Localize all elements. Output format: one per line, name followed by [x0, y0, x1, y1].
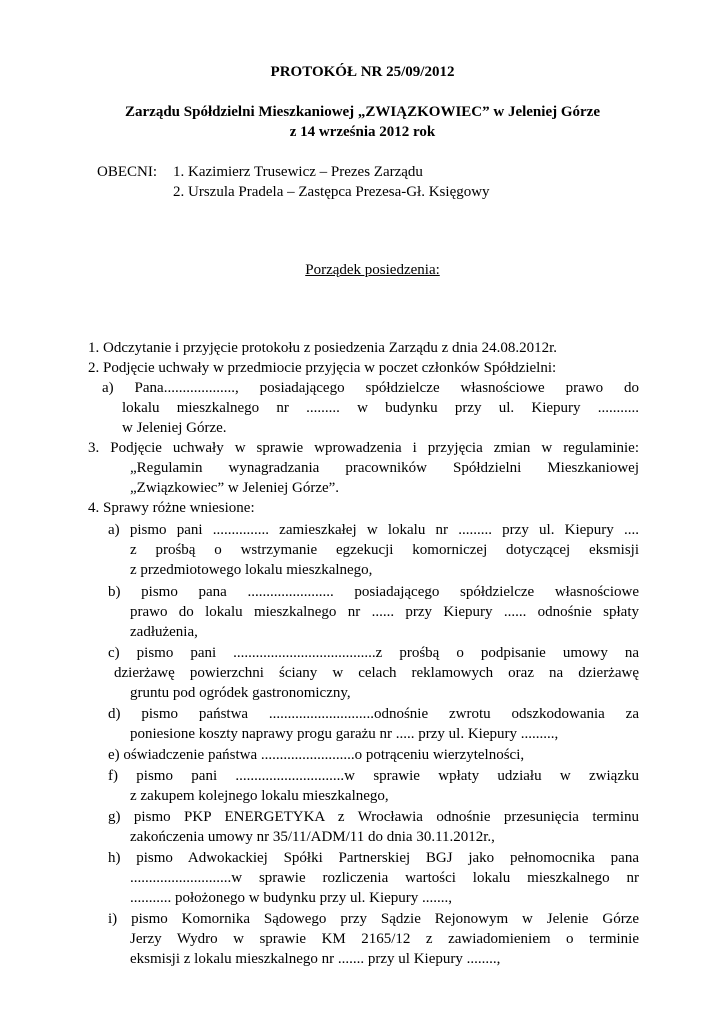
agenda-line: eksmisji z lokalu mieszkalnego nr ....... przy ul Kiepury ........, — [130, 951, 501, 967]
agenda-line: 2. Podjęcie uchwały w przedmiocie przyjęcia w poczet członków Spółdzielni: — [88, 360, 557, 376]
agenda-line: poniesione koszty naprawy progu garażu nr ..... przy ul. Kiepury ........., — [130, 726, 559, 742]
agenda-line: e) oświadczenie państwa .........................o potrąceniu wierzytelności, — [108, 747, 525, 763]
agenda-line: zakończenia umowy nr 35/11/ADM/11 do dnia 30.11.2012r., — [130, 829, 495, 845]
agenda-line: c) pismo pani ......................................z prośbą o podpisanie umowy na — [108, 645, 639, 661]
board-name-line: Zarządu Spółdzielni Mieszkaniowej „ZWIĄZKOWIEC” w Jeleniej Górze — [125, 104, 600, 120]
agenda-line: 3. Podjęcie uchwały w sprawie wprowadzenia i przyjęcia zmian w regulaminie: — [88, 440, 639, 456]
agenda-line: w Jeleniej Górze. — [122, 420, 227, 436]
agenda-line: b) pismo pana ....................... posiadającego spółdzielcze własnościowe — [108, 584, 639, 600]
attendance-label: OBECNI: — [97, 164, 157, 180]
agenda-line: dzierżawę powierzchni ściany w celach reklamowych oraz na dzierżawę — [114, 665, 639, 681]
agenda-line: f) pismo pani .............................w sprawie wpłaty udziału w związku — [108, 768, 639, 784]
agenda-line: prawo do lokalu mieszkalnego nr ...... przy Kiepury ...... odnośnie spłaty — [130, 604, 639, 620]
agenda-line: ...........................w sprawie rozliczenia wartości lokalu mieszkalnego nr — [130, 870, 639, 886]
attendee-1: 1. Kazimierz Trusewicz – Prezes Zarządu — [173, 164, 423, 180]
agenda-line: a) pismo pani ............... zamieszkałej w lokalu nr ......... przy ul. Kiepury .... — [108, 522, 639, 538]
agenda-line: z przedmiotowego lokalu mieszkalnego, — [130, 562, 373, 578]
protocol-title: PROTOKÓŁ NR 25/09/2012 — [270, 64, 455, 80]
agenda-line: „Regulamin wynagradzania pracowników Spółdzielni Mieszkaniowej — [130, 460, 639, 476]
agenda-line: z zakupem kolejnego lokalu mieszkalnego, — [130, 788, 389, 804]
agenda-line: a) Pana..................., posiadającego spółdzielcze własnościowe prawo do — [102, 380, 639, 396]
agenda-line: i) pismo Komornika Sądowego przy Sądzie Rejonowym w Jelenie Górze — [108, 911, 639, 927]
agenda-line: Jerzy Wydro w sprawie KM 2165/12 z zawiadomieniem o terminie — [130, 931, 639, 947]
agenda-line: g) pismo PKP ENERGETYKA z Wrocławia odnośnie przesunięcia terminu — [108, 809, 639, 825]
agenda-line: 4. Sprawy różne wniesione: — [88, 500, 255, 516]
agenda-line: 1. Odczytanie i przyjęcie protokołu z posiedzenia Zarządu z dnia 24.08.2012r. — [88, 340, 557, 356]
agenda-line: zadłużenia, — [130, 624, 198, 640]
agenda-line: ........... położonego w budynku przy ul. Kiepury ......., — [130, 890, 453, 906]
agenda-line: d) pismo państwa ............................odnośnie zwrotu odszkodowania za — [108, 706, 639, 722]
agenda-line: z prośbą o wstrzymanie egzekucji komorniczej dotyczącej eksmisji — [130, 542, 639, 558]
agenda-heading: Porządek posiedzenia: — [305, 262, 440, 278]
meeting-date-line: z 14 września 2012 rok — [289, 124, 436, 140]
agenda-line: „Związkowiec” w Jeleniej Górze”. — [130, 480, 340, 496]
agenda-line: lokalu mieszkalnego nr ......... w budynku przy ul. Kiepury ........... — [122, 400, 639, 416]
attendee-2: 2. Urszula Pradela – Zastępca Prezesa-Gł. Księgowy — [173, 184, 490, 200]
agenda-line: h) pismo Adwokackiej Spółki Partnerskiej BGJ jako pełnomocnika pana — [108, 850, 639, 866]
agenda-line: gruntu pod ogródek gastronomiczny, — [130, 685, 351, 701]
